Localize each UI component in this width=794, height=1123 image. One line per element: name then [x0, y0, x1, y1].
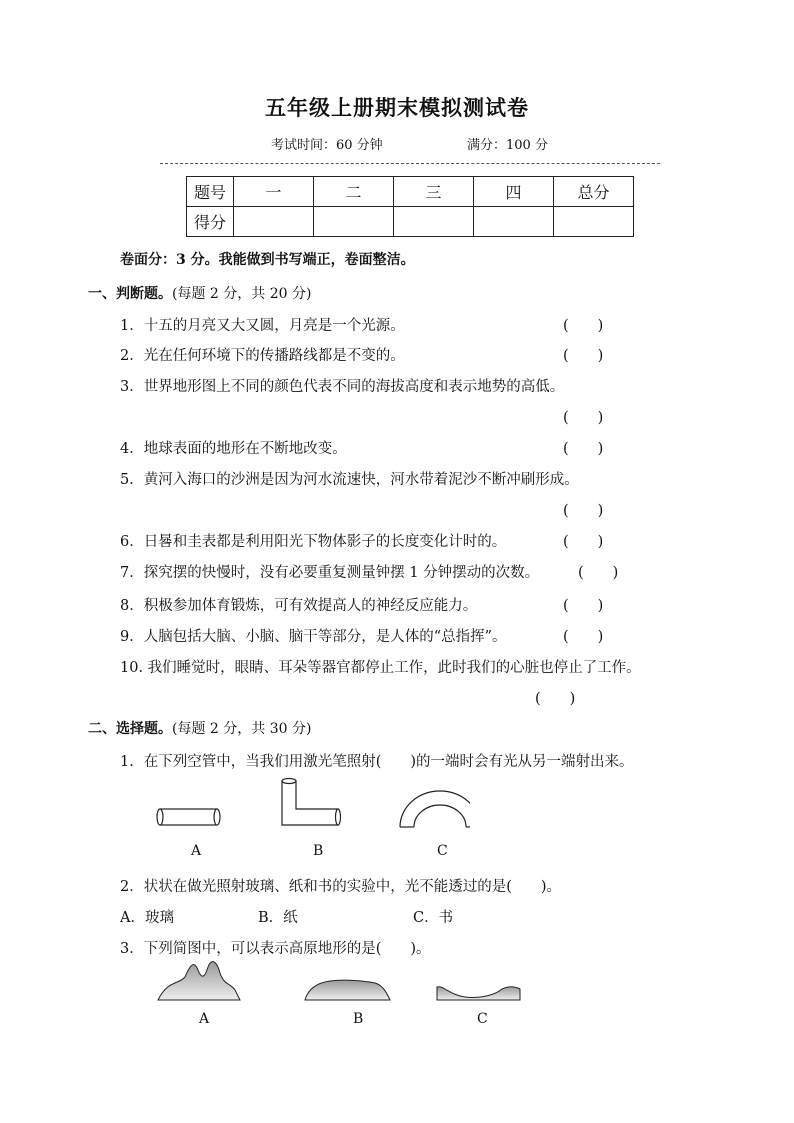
terrain-label-c: C	[477, 1011, 488, 1027]
score-header-cell: 三	[394, 177, 474, 207]
score-header-cell: 一	[234, 177, 314, 207]
section-2-heading	[88, 718, 311, 738]
terrain-figures	[150, 955, 530, 1005]
score-header-cell: 二	[314, 177, 394, 207]
score-header-cell: 四	[474, 177, 554, 207]
curved-tube-figure	[400, 791, 470, 827]
judge-question-7: 7．探究摆的快慢时，没有必要重复测量钟摆 1 分钟摆动的次数。	[120, 565, 540, 581]
score-row-label: 得分	[187, 207, 234, 237]
straight-tube-figure	[157, 809, 220, 825]
score-cell[interactable]	[234, 207, 314, 237]
terrain-plateau-figure	[305, 980, 390, 1000]
answer-blank[interactable]: ( )	[563, 410, 604, 426]
exam-time: 考试时间：60 分钟	[271, 138, 383, 153]
answer-blank[interactable]: ( )	[563, 348, 604, 364]
judge-question-1: 1．十五的月亮又大又圆，月亮是一个光源。	[120, 318, 405, 334]
judge-question-3: 3．世界地形图上不同的颜色代表不同的海拔高度和表示地势的高低。	[120, 379, 565, 395]
section-1-info: (每题 2 分，共 20 分)	[172, 286, 312, 302]
score-header-cell: 题号	[187, 177, 234, 207]
judge-question-5: 5．黄河入海口的沙洲是因为河水流速快，河水带着泥沙不断冲刷形成。	[120, 472, 579, 488]
judge-question-4: 4．地球表面的地形在不断地改变。	[120, 441, 347, 457]
answer-blank[interactable]: ( )	[578, 565, 619, 581]
dashed-divider	[160, 163, 660, 164]
section-1-heading	[88, 283, 311, 303]
section-2-info: (每题 2 分，共 30 分)	[172, 721, 312, 737]
page-title: 五年级上册期末模拟测试卷	[265, 95, 529, 120]
bent-tube-figure	[282, 779, 341, 826]
score-cell[interactable]	[394, 207, 474, 237]
terrain-label-b: B	[353, 1011, 364, 1027]
neatness-note: 卷面分：3 分。我能做到书写端正，卷面整洁。	[120, 252, 415, 268]
section-1-title: 一、判断题。	[88, 286, 172, 302]
judge-question-9: 9．人脑包括大脑、小脑、脑干等部分，是人体的“总指挥”。	[120, 629, 507, 645]
score-table-score-row	[187, 207, 634, 237]
judge-question-6: 6．日晷和圭表都是利用阳光下物体影子的长度变化计时的。	[120, 534, 507, 550]
tube-label-b: B	[313, 843, 324, 859]
score-header-cell: 总分	[554, 177, 634, 207]
option-c[interactable]: C．书	[413, 910, 454, 926]
score-cell[interactable]	[314, 207, 394, 237]
answer-blank[interactable]: ( )	[563, 318, 604, 334]
choice-question-1: 1．在下列空管中，当我们用激光笔照射( )的一端时会有光从另一端射出来。	[120, 754, 634, 770]
tube-label-c: C	[437, 843, 448, 859]
tube-label-a: A	[191, 843, 202, 859]
score-cell[interactable]	[474, 207, 554, 237]
score-table	[186, 176, 634, 237]
answer-blank[interactable]: ( )	[563, 534, 604, 550]
option-b[interactable]: B．纸	[258, 910, 298, 926]
choice-question-2: 2．状状在做光照射玻璃、纸和书的实验中，光不能透过的是( )。	[120, 879, 562, 895]
terrain-basin-figure	[437, 987, 520, 1000]
full-score: 满分：100 分	[467, 138, 548, 153]
judge-question-10: 10. 我们睡觉时，眼睛、耳朵等器官都停止工作，此时我们的心脏也停止了工作。	[120, 660, 641, 676]
option-a[interactable]: A．玻璃	[120, 910, 174, 926]
score-table-header-row	[187, 177, 634, 207]
answer-blank[interactable]: ( )	[563, 503, 604, 519]
judge-question-8: 8．积极参加体育锻炼，可有效提高人的神经反应能力。	[120, 598, 478, 614]
judge-question-2: 2．光在任何环境下的传播路线都是不变的。	[120, 348, 405, 364]
section-2-title: 二、选择题。	[88, 721, 172, 737]
answer-blank[interactable]: ( )	[563, 441, 604, 457]
terrain-label-a: A	[199, 1011, 210, 1027]
choice-question-3: 3．下列简图中，可以表示高原地形的是( )。	[120, 941, 431, 957]
tube-figures	[150, 775, 470, 835]
answer-blank[interactable]: ( )	[535, 691, 576, 707]
answer-blank[interactable]: ( )	[563, 629, 604, 645]
answer-blank[interactable]: ( )	[563, 598, 604, 614]
terrain-mountain-figure	[158, 962, 240, 1000]
score-cell[interactable]	[554, 207, 634, 237]
